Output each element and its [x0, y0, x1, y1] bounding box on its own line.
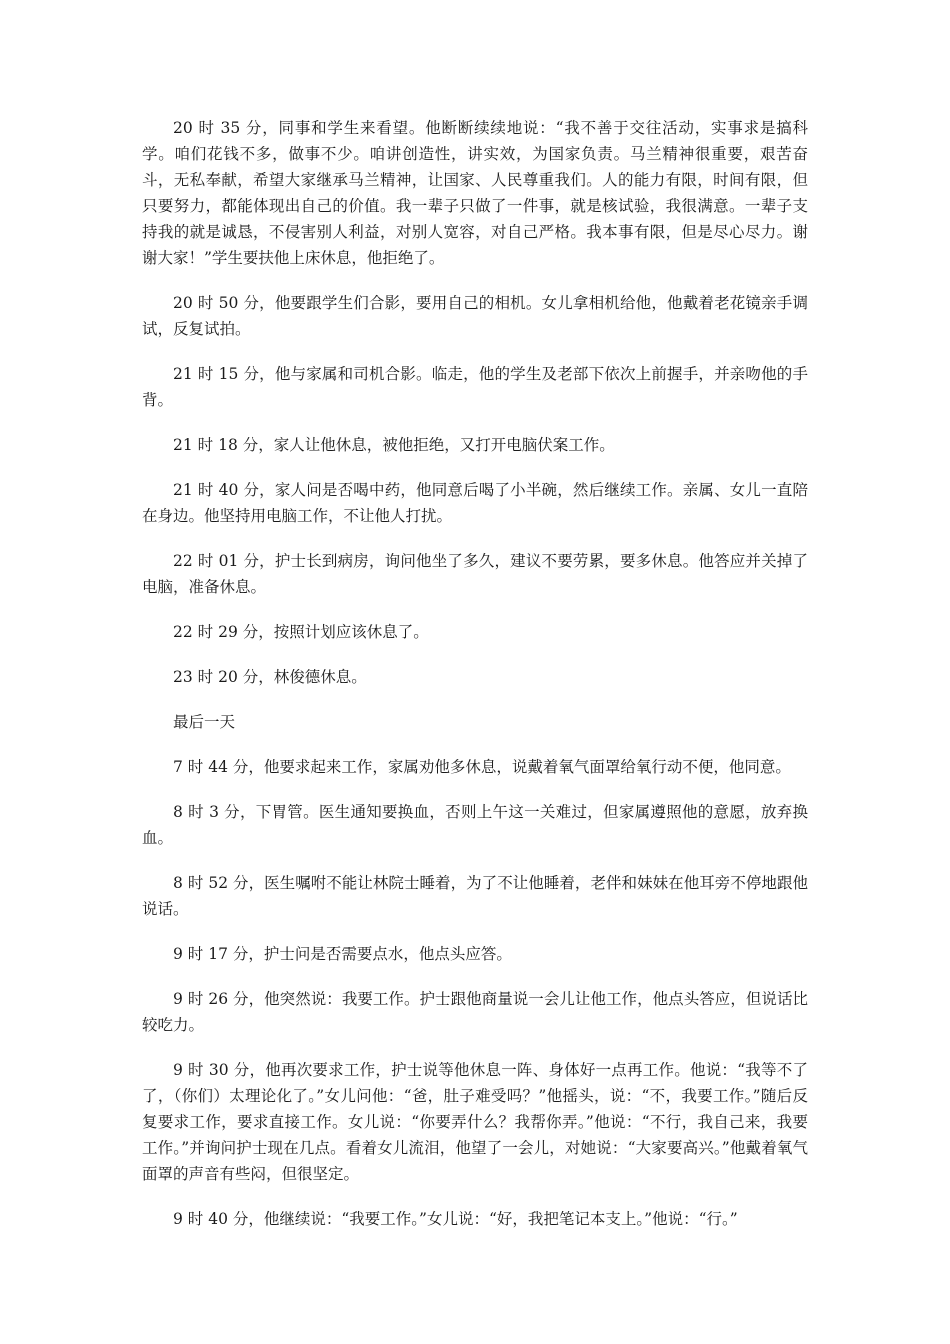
- paragraph: 21 时 40 分，家人问是否喝中药，他同意后喝了小半碗，然后继续工作。亲属、女儿一直陪在身边。他坚持用电脑工作，不让他人打扰。: [142, 481, 808, 525]
- paragraph: 22 时 01 分，护士长到病房，询问他坐了多久，建议不要劳累，要多休息。他答应并关掉了电脑，准备休息。: [142, 552, 808, 596]
- paragraph: 8 时 3 分，下胃管。医生通知要换血，否则上午这一关难过，但家属遵照他的意愿，放弃换血。: [142, 803, 808, 847]
- section-heading: 最后一天: [173, 713, 236, 731]
- paragraph: 9 时 40 分，他继续说：“我要工作。”女儿说：“好，我把笔记本支上。”他说：“行。”: [173, 1210, 738, 1228]
- paragraph: 7 时 44 分，他要求起来工作，家属劝他多休息，说戴着氧气面罩给氧行动不便，他同意。: [173, 758, 791, 776]
- paragraph: 9 时 26 分，他突然说：我要工作。护士跟他商量说一会儿让他工作，他点头答应，但说话比较吃力。: [142, 990, 808, 1034]
- paragraph: 20 时 35 分，同事和学生来看望。他断断续续地说：“我不善于交往活动，实事求是搞科学。咱们花钱不多，做事不少。咱讲创造性，讲实效，为国家负责。马兰精神很重要，艰苦奋斗，无私奉献，希望大家继承马兰精神，让国家、人民尊重我们。人的能力有限，时间有限，但只要努力，都能体现出自己的价值。我一辈子只做了一件事，就是核试验，我很满意。一辈子支持我的就是诚恳，不侵害别人利益，对别人宽容，对自己严格。我本事有限，但是尽心尽力。谢谢大家！”学生要扶他上床休息，他拒绝了。: [142, 119, 808, 267]
- paragraph: 21 时 15 分，他与家属和司机合影。临走，他的学生及老部下依次上前握手，并亲吻他的手背。: [142, 365, 808, 409]
- paragraph: 22 时 29 分，按照计划应该休息了。: [173, 623, 429, 641]
- paragraph: 9 时 17 分，护士问是否需要点水，他点头应答。: [173, 945, 512, 963]
- paragraph: 8 时 52 分，医生嘱咐不能让林院士睡着，为了不让他睡着，老伴和妹妹在他耳旁不停地跟他说话。: [142, 874, 808, 918]
- paragraph: 23 时 20 分，林俊德休息。: [173, 668, 367, 686]
- paragraph: 9 时 30 分，他再次要求工作，护士说等他休息一阵、身体好一点再工作。他说：“我等不了了，（你们）太理论化了。”女儿问他：“爸，肚子难受吗？”他摇头，说：“不，我要工作。”随后反复要求工作，要求直接工作。女儿说：“你要弄什么？我帮你弄。”他说：“不行，我自己来，我要工作。”并询问护士现在几点。看着女儿流泪，他望了一会儿，对她说：“大家要高兴。”他戴着氧气面罩的声音有些闷，但很坚定。: [142, 1061, 808, 1183]
- paragraph: 21 时 18 分，家人让他休息，被他拒绝，又打开电脑伏案工作。: [173, 436, 615, 454]
- document-body: [142, 115, 808, 1251]
- paragraph: 20 时 50 分，他要跟学生们合影，要用自己的相机。女儿拿相机给他，他戴着老花镜亲手调试，反复试拍。: [142, 294, 808, 338]
